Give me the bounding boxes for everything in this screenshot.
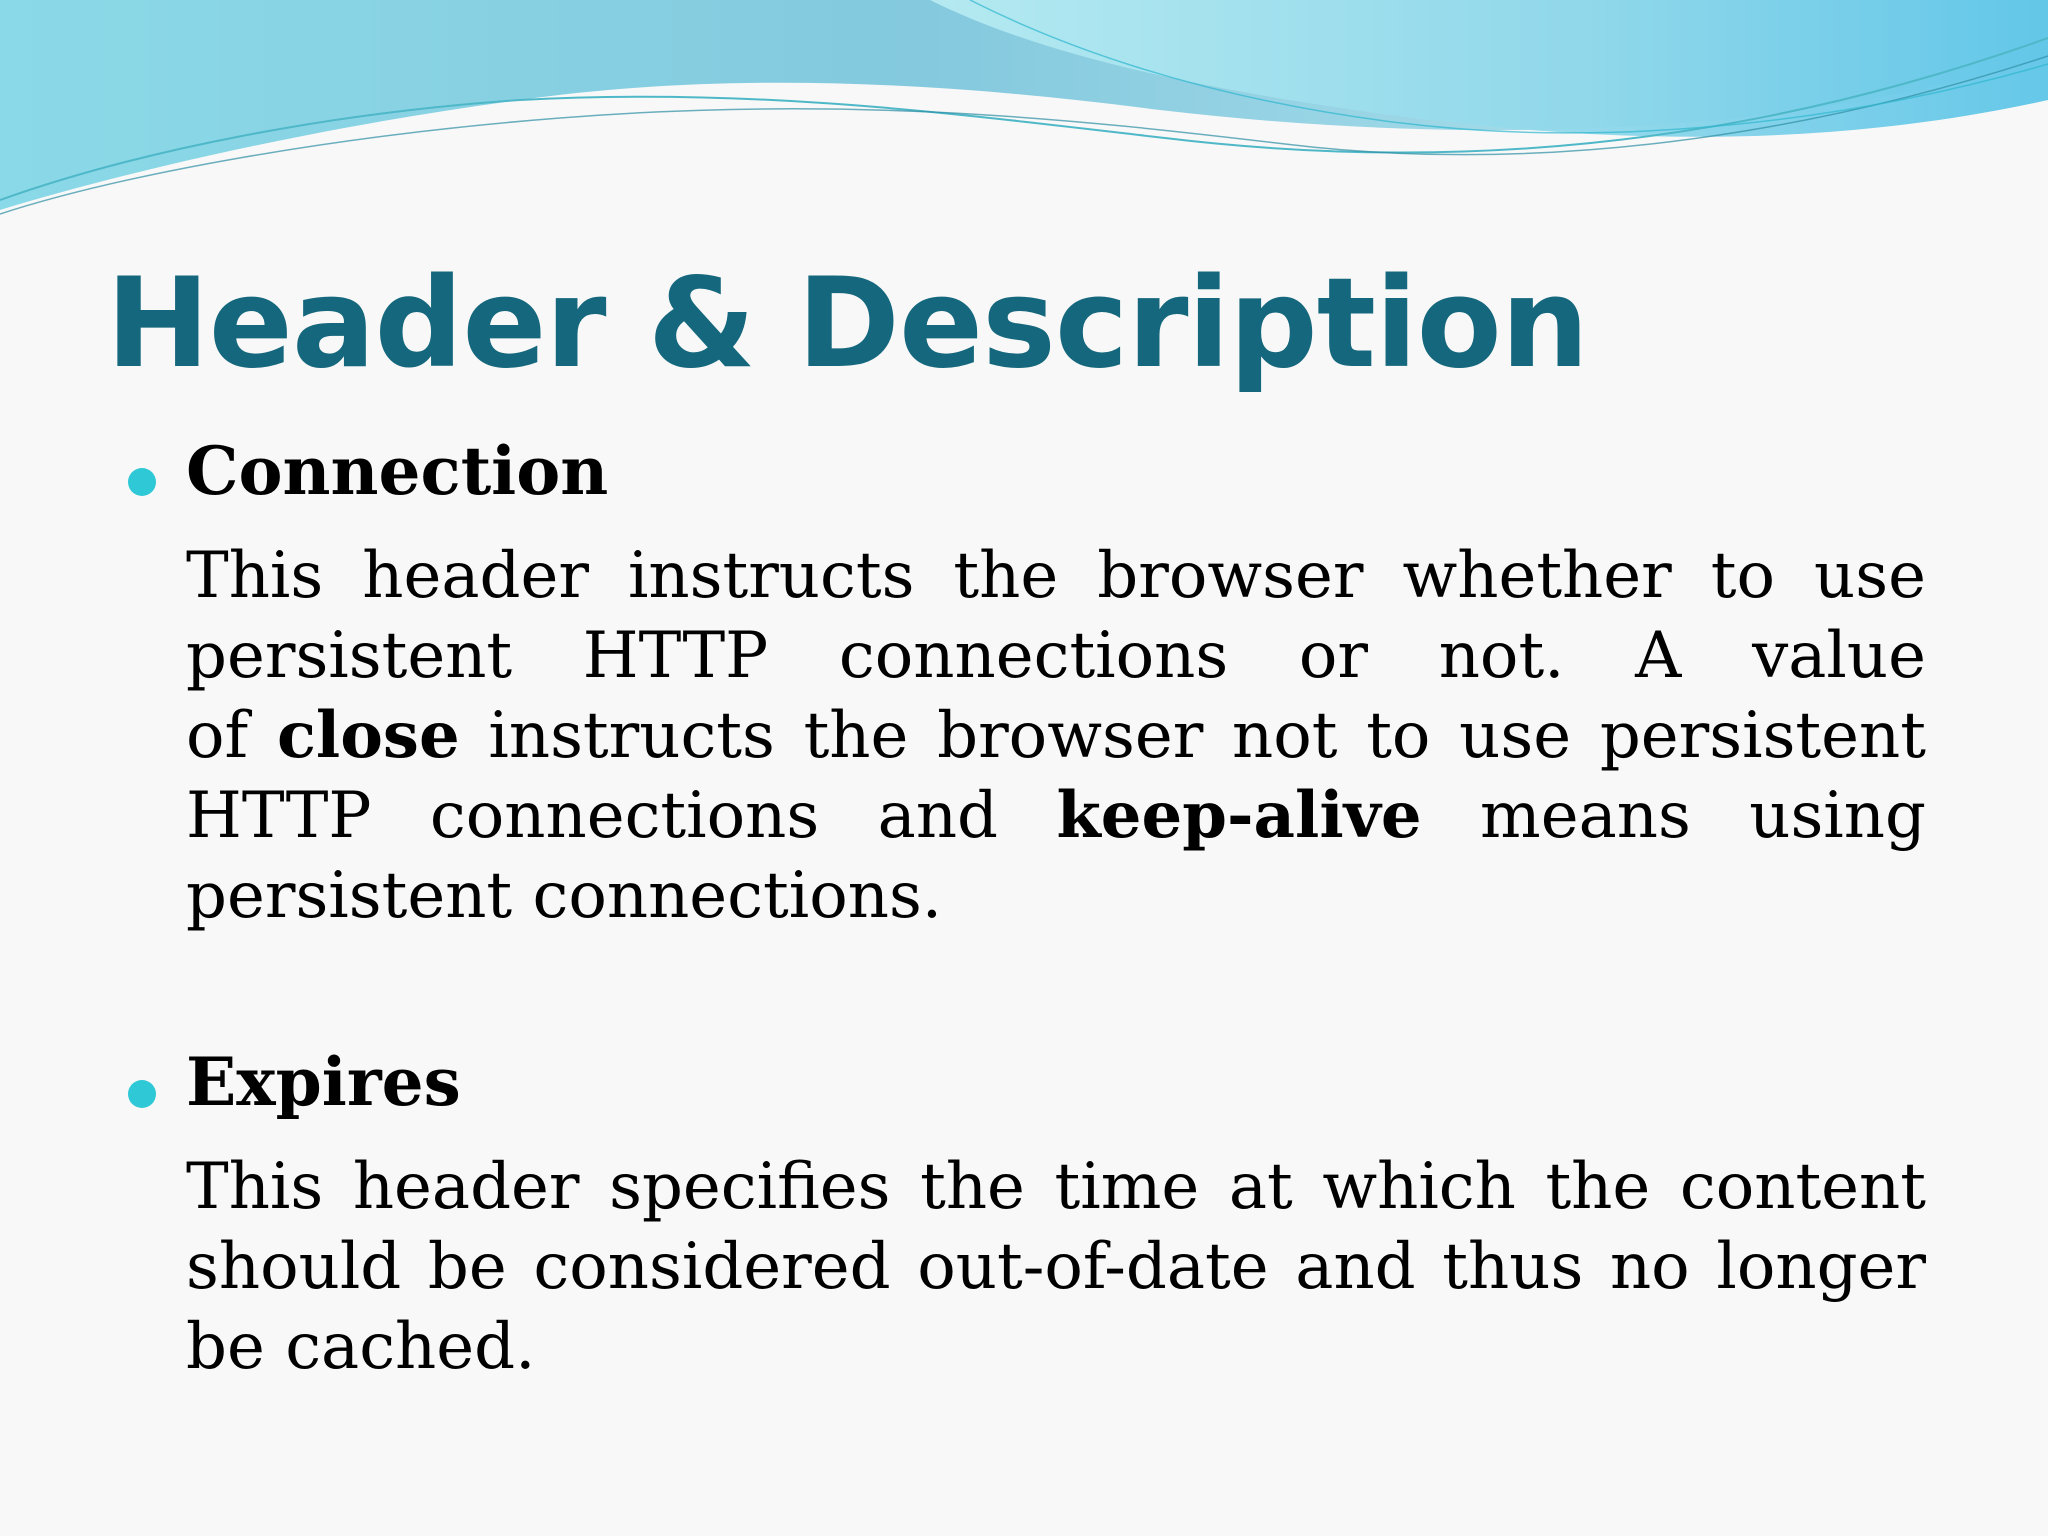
word: which xyxy=(1322,1150,1516,1224)
word: to xyxy=(1366,699,1431,773)
word: persistent connections. xyxy=(186,859,943,933)
word: the xyxy=(803,699,909,773)
word: value xyxy=(1752,619,1926,693)
connection-description xyxy=(186,536,1926,936)
word: considered xyxy=(533,1230,891,1304)
word: out-of-date xyxy=(917,1230,1269,1304)
word: no xyxy=(1609,1230,1690,1304)
word: whether xyxy=(1402,539,1672,613)
word: instructs xyxy=(488,699,775,773)
expires-description xyxy=(186,1147,1926,1387)
word: the xyxy=(920,1150,1025,1224)
word: browser xyxy=(937,699,1204,773)
decorative-wave-header xyxy=(0,0,2048,240)
expires-heading: Expires xyxy=(186,1043,461,1121)
expires-line-2 xyxy=(186,1227,1926,1307)
word: connections xyxy=(429,779,820,853)
word: persistent xyxy=(186,619,513,693)
word: This xyxy=(186,539,324,613)
word: use xyxy=(1814,539,1926,613)
word: not xyxy=(1232,699,1338,773)
connection-line-3 xyxy=(186,696,1926,776)
word: A xyxy=(1635,619,1682,693)
word: not. xyxy=(1438,619,1565,693)
word: using xyxy=(1749,779,1926,853)
connection-heading: Connection xyxy=(186,432,609,510)
word: means xyxy=(1480,779,1691,853)
keyword-keep-alive: keep-alive xyxy=(1056,778,1422,853)
connection-line-5 xyxy=(186,856,1926,936)
word: longer xyxy=(1716,1230,1926,1304)
word: connections xyxy=(838,619,1229,693)
word: HTTP xyxy=(186,779,372,853)
word: of xyxy=(186,699,249,773)
word: HTTP xyxy=(582,619,769,693)
word: specifies xyxy=(609,1150,891,1224)
connection-line-1 xyxy=(186,536,1926,616)
word: be cached. xyxy=(186,1310,536,1384)
connection-line-2 xyxy=(186,616,1926,696)
word: should xyxy=(186,1230,402,1304)
word: be xyxy=(427,1230,507,1304)
bullet-icon xyxy=(128,1080,156,1108)
word: instructs xyxy=(627,539,915,613)
word: header xyxy=(362,539,589,613)
word: and xyxy=(1295,1230,1416,1304)
word: or xyxy=(1298,619,1369,693)
word: browser xyxy=(1097,539,1364,613)
word: to xyxy=(1710,539,1775,613)
word: use xyxy=(1459,699,1572,773)
slide-title: Header & Description xyxy=(106,252,1589,396)
word: and xyxy=(877,779,998,853)
word: at xyxy=(1228,1150,1293,1224)
keyword-close: close xyxy=(276,698,460,773)
word: the xyxy=(953,539,1059,613)
word: the xyxy=(1545,1150,1651,1224)
word: persistent xyxy=(1599,699,1926,773)
connection-line-4 xyxy=(186,776,1926,856)
word: This xyxy=(186,1150,324,1224)
word: header xyxy=(352,1150,580,1224)
expires-line-1 xyxy=(186,1147,1926,1227)
word: content xyxy=(1679,1150,1926,1224)
bullet-icon xyxy=(128,468,156,496)
word: time xyxy=(1054,1150,1200,1224)
word: thus xyxy=(1442,1230,1584,1304)
expires-line-3 xyxy=(186,1307,1926,1387)
